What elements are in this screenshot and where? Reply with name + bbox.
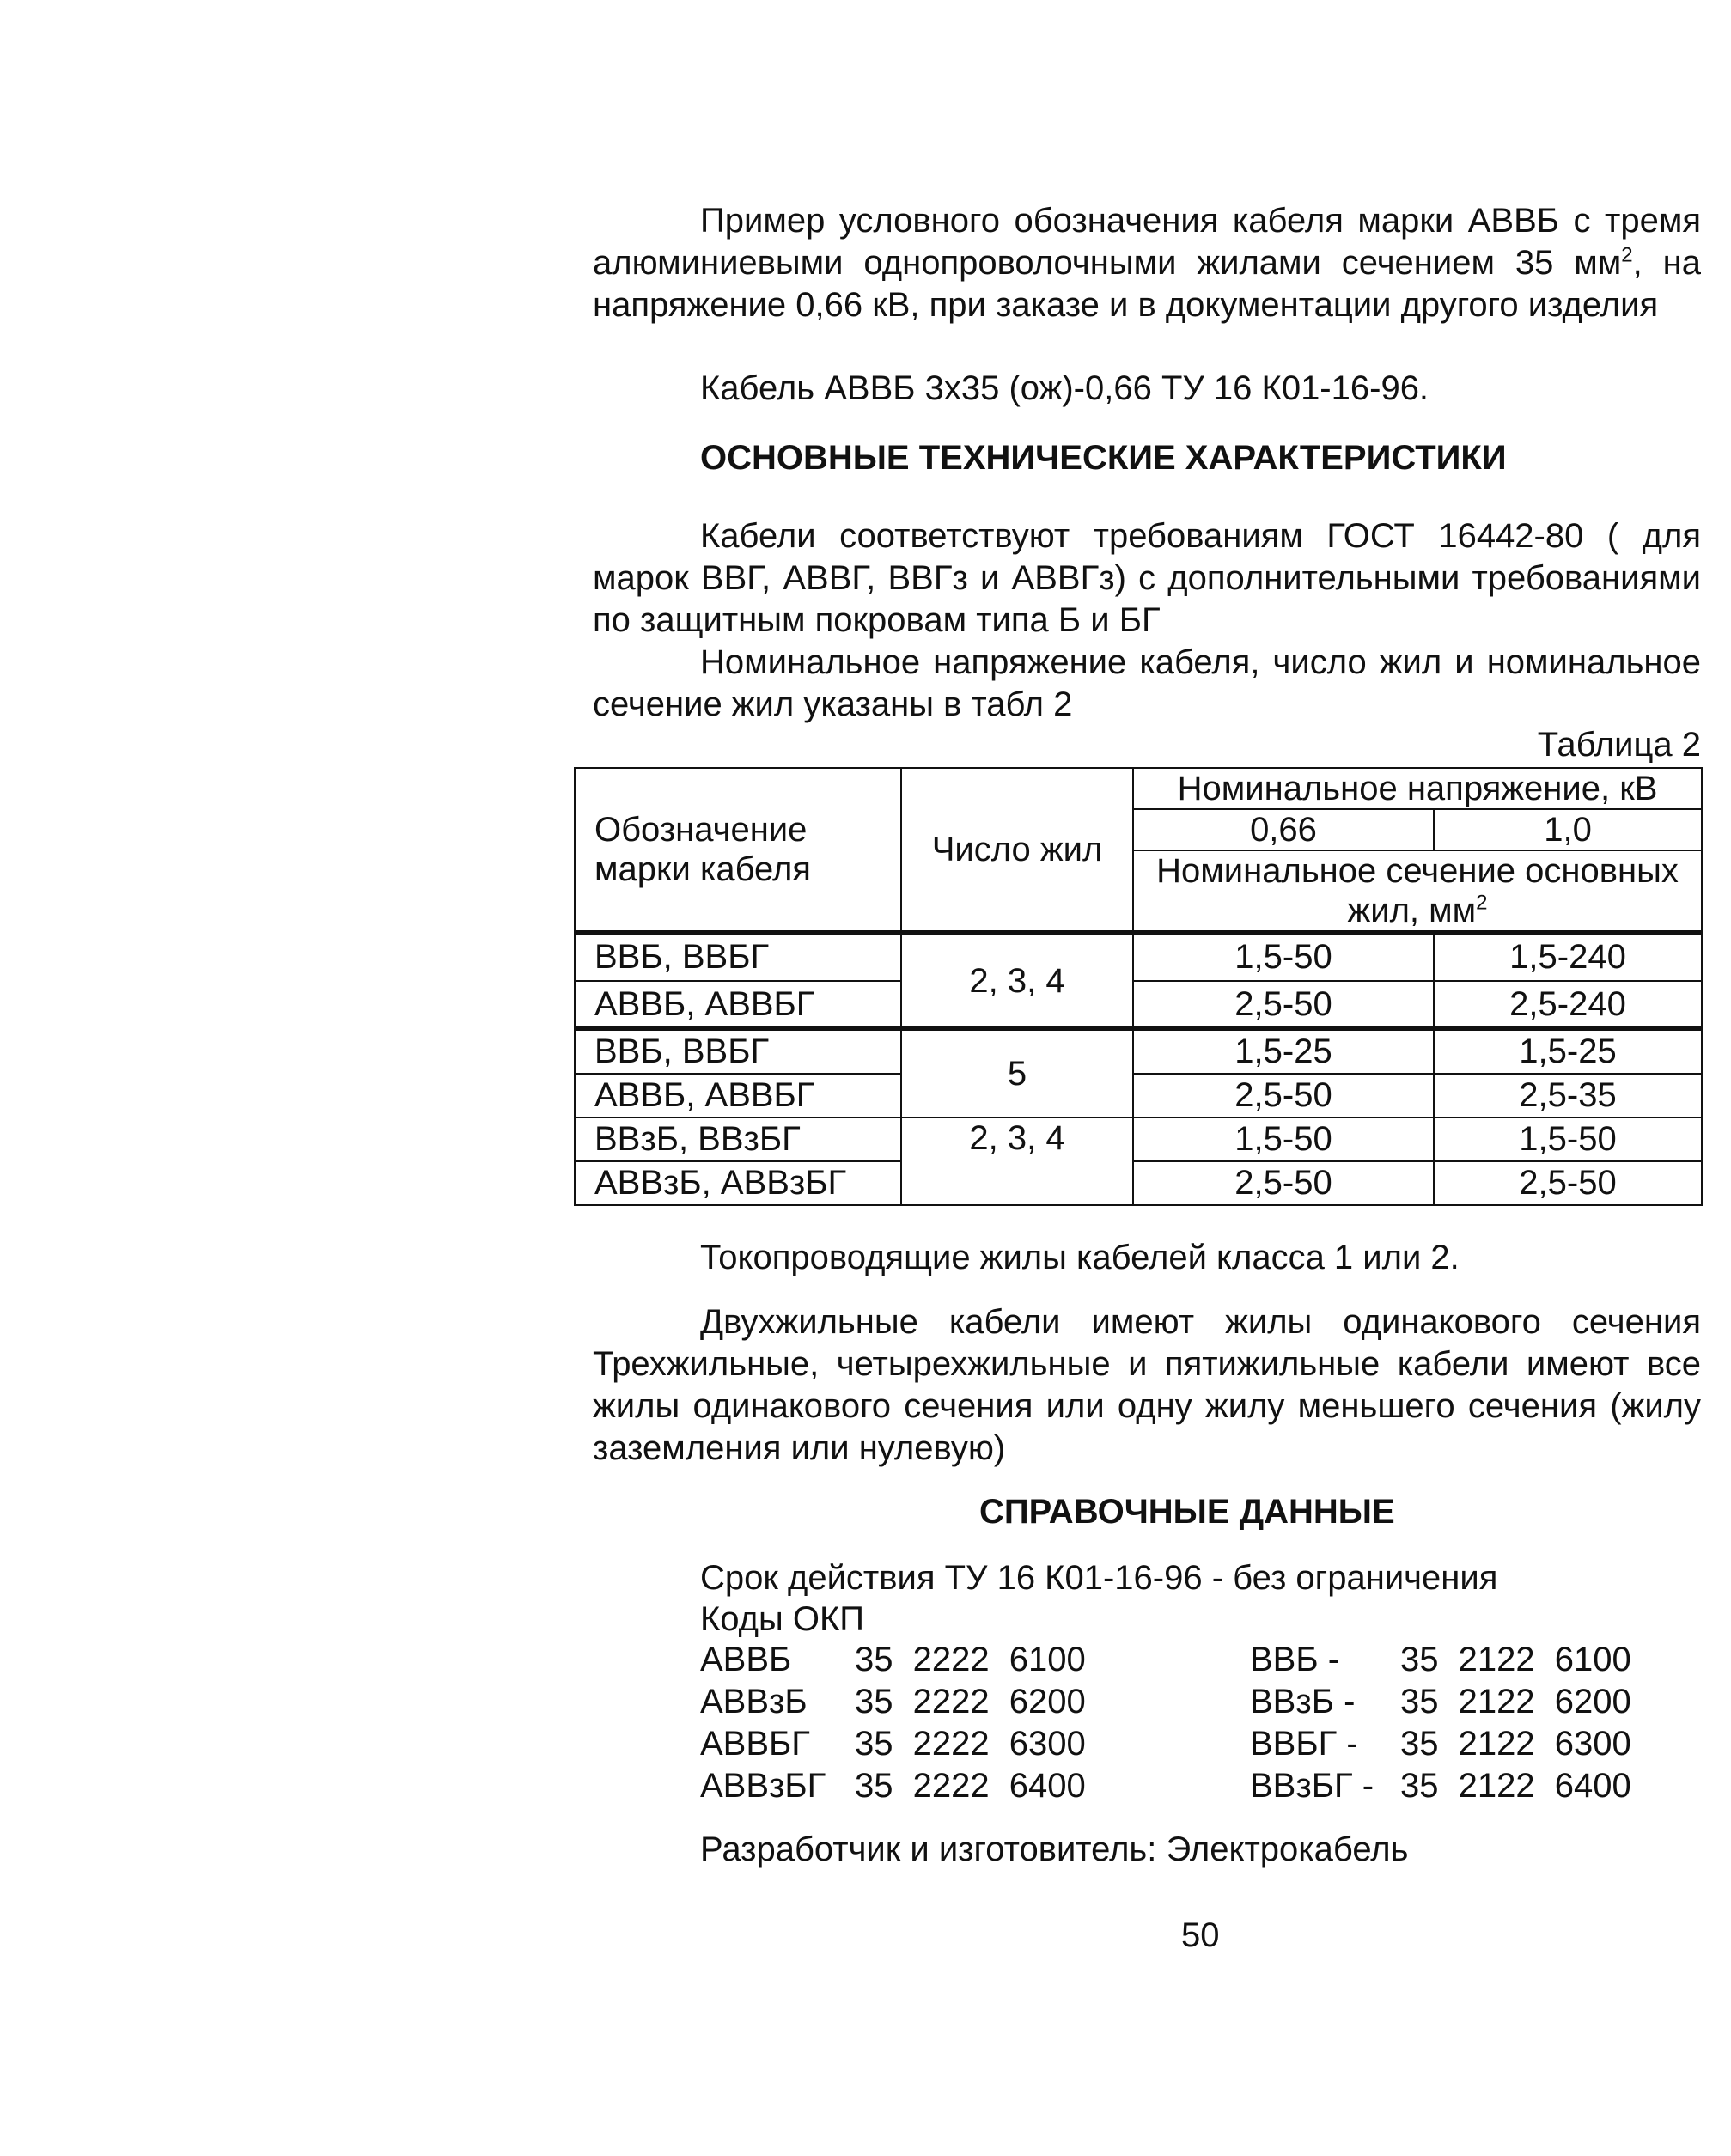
cell-cores: 2, 3, 4 [901,1118,1133,1205]
cell-v2: 2,5-240 [1434,981,1702,1029]
code-value-left: 35 2222 6400 [855,1767,1086,1805]
header-section: Номинальное сечение основных жил, $мм^2$ [1133,850,1702,933]
intro-example: Кабель АВВБ 3х35 (ож)-0,66 ТУ 16 К01-16-96. [700,369,1429,407]
code-name-left: АВВБ [700,1641,792,1678]
section-title-reference-data: СПРАВОЧНЫЕ ДАННЫЕ [979,1493,1395,1531]
code-name-left: АВВБГ [700,1725,810,1763]
table-caption: Таблица 2 [1537,726,1701,764]
table-row [575,1029,1702,1074]
code-name-left: АВВзБ [700,1683,808,1721]
code-value-left: 35 2222 6100 [855,1641,1086,1678]
section1-paragraph-2: Номинальное напряжение кабеля, число жил и номинальное сечение жил указаны в табл 2 [593,643,1701,723]
validity-line: Срок действия ТУ 16 К01-16-96 - без ограничения [700,1559,1498,1597]
table-row [575,1118,1702,1161]
cell-mark: АВВзБ, АВВзБГ [575,1161,901,1205]
code-value-right: 35 2122 6300 [1400,1725,1631,1763]
table-row [575,1161,1702,1205]
cell-v2: 2,5-35 [1434,1074,1702,1118]
cell-v1: 1,5-25 [1133,1029,1434,1074]
code-value-left: 35 2222 6300 [855,1725,1086,1763]
cell-v1: 2,5-50 [1133,1161,1434,1205]
cell-v1: 1,5-50 [1133,1118,1434,1161]
cell-mark: ВВБ, ВВБГ [575,1029,901,1074]
section1-paragraph-1: Кабели соответствуют требованиям ГОСТ 16442-80 ( для марок ВВГ, АВВГ, ВВГз и АВВГз) с дополнительными требованиями по защитным покровам типа Б и БГ [593,517,1701,639]
cell-mark: АВВБ, АВВБГ [575,1074,901,1118]
code-value-right: 35 2122 6200 [1400,1683,1631,1721]
developer-line: Разработчик и изготовитель: Электрокабель [700,1830,1409,1868]
after-table-paragraph-2: Двухжильные кабели имеют жилы одинакового сечения Трехжильные, четырехжильные и пятижильные кабели имеют все жилы одинакового сечения или одну жилу меньшего сечения (жилу заземления или нулевую) [593,1303,1701,1467]
cable-specs-table [574,767,1703,1206]
code-name-right: ВВзБГ - [1250,1767,1374,1805]
cell-mark: АВВБ, АВВБГ [575,981,901,1029]
header-voltage: Номинальное напряжение, кВ [1133,768,1702,809]
cell-v2: 1,5-240 [1434,933,1702,981]
okp-title: Коды ОКП [700,1600,865,1638]
cell-v1: 2,5-50 [1133,981,1434,1029]
code-value-right: 35 2122 6400 [1400,1767,1631,1805]
code-name-right: ВВзБ - [1250,1683,1356,1721]
cell-v1: 1,5-50 [1133,933,1434,981]
cell-v2: 1,5-50 [1434,1118,1702,1161]
cell-v1: 2,5-50 [1133,1074,1434,1118]
cell-v2: 1,5-25 [1434,1029,1702,1074]
header-cores: Число жил [901,768,1133,933]
page-number: 50 [1181,1916,1220,1954]
code-value-left: 35 2222 6200 [855,1683,1086,1721]
header-mark: Обозначение марки кабеля [575,768,901,933]
table-row [575,933,1702,981]
after-table-paragraph-1: Токопроводящие жилы кабелей класса 1 или 2. [700,1239,1460,1276]
table-row [575,981,1702,1029]
table-header-row [575,768,1702,809]
header-voltage-10: 1,0 [1434,809,1702,850]
code-name-right: ВВБ - [1250,1641,1340,1678]
section-title-main-characteristics: ОСНОВНЫЕ ТЕХНИЧЕСКИЕ ХАРАКТЕРИСТИКИ [700,439,1507,477]
header-voltage-066: 0,66 [1133,809,1434,850]
code-name-right: ВВБГ - [1250,1725,1358,1763]
cell-v2: 2,5-50 [1434,1161,1702,1205]
table-row [575,1074,1702,1118]
intro-paragraph: Пример условного обозначения кабеля марки АВВБ с тремя алюминиевыми однопроволочными жилами сечением 35 $мм^2$, на напряжение 0,66 кВ, при заказе и в документации другого изделия [593,202,1701,324]
code-value-right: 35 2122 6100 [1400,1641,1631,1678]
cell-cores: 5 [901,1029,1133,1118]
cell-cores: 2, 3, 4 [901,933,1133,1029]
cell-mark: ВВБ, ВВБГ [575,933,901,981]
cell-mark: ВВзБ, ВВзБГ [575,1118,901,1161]
code-name-left: АВВзБГ [700,1767,826,1805]
